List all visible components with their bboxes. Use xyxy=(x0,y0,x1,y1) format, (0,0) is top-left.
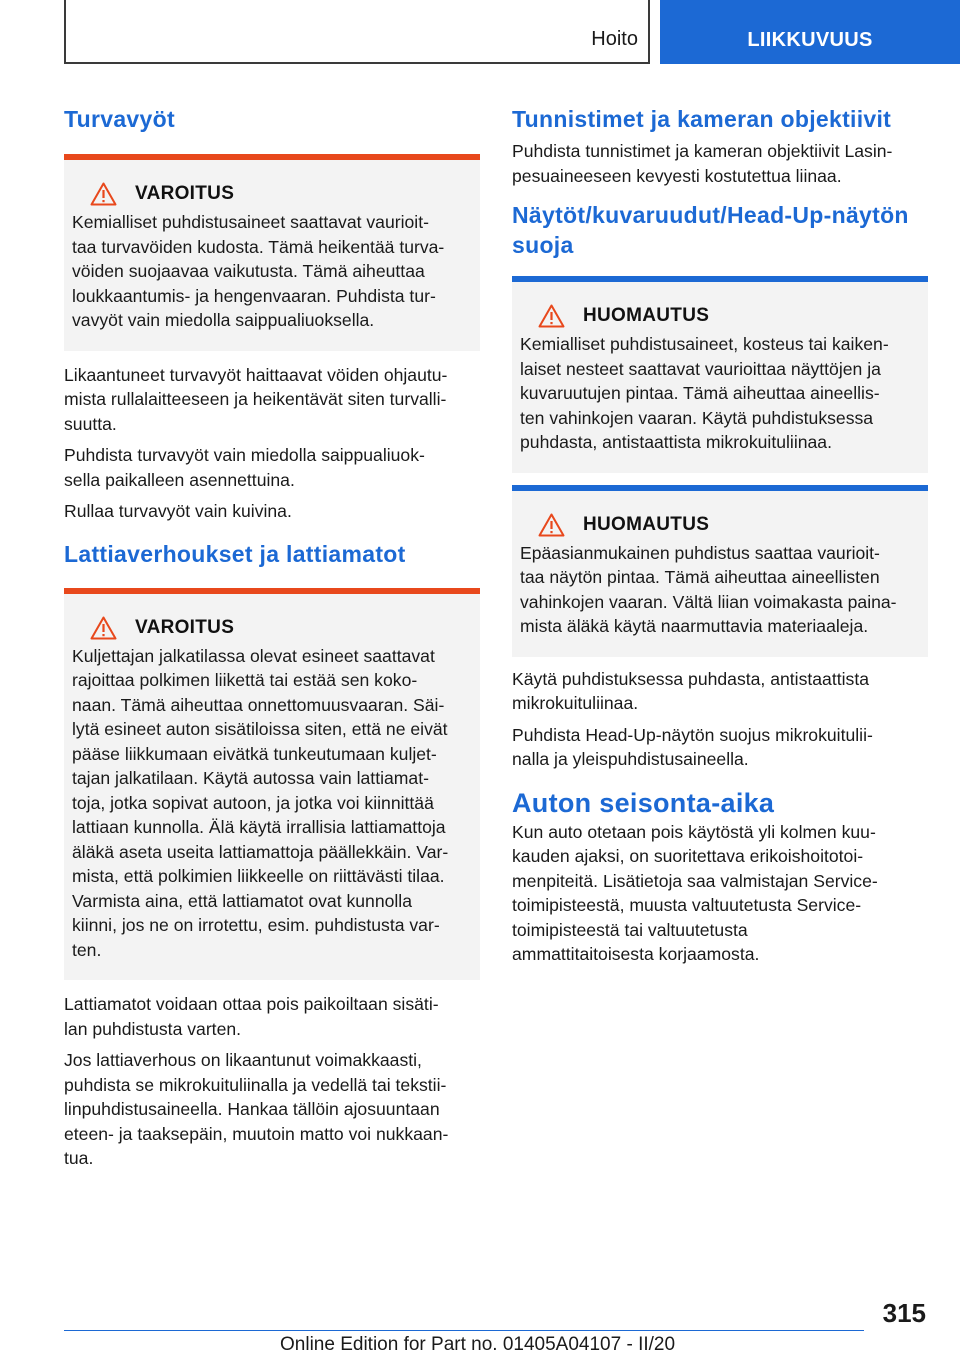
page-number: 315 xyxy=(882,1298,926,1328)
paragraph: Likaantuneet turvavyöt haittaavat vöiden ohjautu‐ mista rullalaitteeseen ja heikentävät siten turvalli‐ suutta. xyxy=(64,364,448,434)
left-column xyxy=(64,100,480,1171)
right-column xyxy=(512,100,928,967)
paragraph: Puhdista Head-Up-näytön suojus mikrokuitulii‐ nalla ja yleispuhdistusaineella. xyxy=(512,724,873,769)
paragraph: Kun auto otetaan pois käytöstä yli kolmen kuu‐ kauden ajaksi, on suoritettava erikoishoitotoi‐ menpiteitä. Lisätietoja saa valmistajan Service- toimipisteestä, muusta valtuutetusta Service- toimipisteestä tai valtuutetusta ammattitaitoisesta korjaamosta. xyxy=(512,821,878,964)
notice-text: Epäasianmukainen puhdistus saattaa vaurioit‐ taa näytön pintaa. Tämä aiheuttaa aineellisten vahinkojen vaaran. Vältä liian voimakasta paina‐ mista äläkä käytä naarmuttavia materiaaleja. xyxy=(520,542,897,636)
paragraph: Puhdista turvavyöt vain miedolla saippualiuok‐ sella paikalleen asennettuina. xyxy=(64,445,425,490)
header-frame xyxy=(64,0,650,64)
section-title: Hoito xyxy=(591,28,638,50)
notice-box-cleaning xyxy=(512,485,928,657)
paragraph: Käytä puhdistuksessa puhdasta, antistaattista mikrokuituliinaa. xyxy=(512,668,869,713)
notice-label: HUOMAUTUS xyxy=(583,305,710,326)
warning-triangle-icon xyxy=(90,616,117,640)
notice-box-screens xyxy=(512,276,928,473)
warning-text: Kuljettajan jalkatilassa olevat esineet saattavat rajoittaa polkimen liikettä tai estää sen koko‐ naan. Tämä aiheuttaa onnettomuusvaaran. Säi‐ lytä esineet auton sisätiloissa siten, että ne eivät pääse liikkumaan eivätkä tunkeutumaan kuljet‐ tajan jalkatilaan. Käytä autossa vain lattiamat‐ toja, jotka sopivat autoon, ja jotka voi kiinnittää lattiaan kunnolla. Älä käytä irrallisia lattiamattoja äläkä aseta useita lattiamattoja päällekkäin. Var‐ mista, että polkimien liikkeelle on riittävästi tilaa. Varmista aina, että lattiamatot ovat kunnolla kiinni, jos ne on irrotettu, esim. puhdistusta var‐ ten. xyxy=(72,645,449,960)
paragraph: Jos lattiaverhous on likaantunut voimakkaasti, puhdista se mikrokuituliinalla ja vedellä tai tekstii‐ linpuhdistusaineella. Hankaa tällöin ajosuuntaan eteen- ja taaksepäin, muutoin matto voi nukkaan‐ tua. xyxy=(64,1050,449,1168)
page-header xyxy=(64,0,960,66)
heading-tunnistimet: Tunnistimet ja kameran objektiivit xyxy=(512,106,892,132)
heading-lattia: Lattiaverhoukset ja lattiamatot xyxy=(64,540,406,567)
footer-divider xyxy=(64,1330,864,1331)
paragraph: Lattiamatot voidaan ottaa pois paikoiltaan sisäti‐ lan puhdistusta varten. xyxy=(64,994,439,1039)
edition-note: Online Edition for Part no. 01405A04107 - II/20 xyxy=(280,1334,676,1355)
warning-box-seatbelts xyxy=(64,154,480,351)
warning-label: VAROITUS xyxy=(135,183,235,204)
warning-label: VAROITUS xyxy=(135,616,235,638)
warning-box-floormats xyxy=(64,588,480,981)
warning-triangle-icon xyxy=(90,182,117,206)
paragraph: Puhdista tunnistimet ja kameran objektiivit Lasin‐ pesuaineeseen kevyesti kostutettua liinaa. xyxy=(512,141,893,186)
heading-naytot: Näytöt/kuvaruudut/Head-Up-näytön suoja xyxy=(512,202,909,258)
warning-triangle-icon xyxy=(538,304,565,328)
paragraph: Rullaa turvavyöt vain kuivina. xyxy=(64,501,292,521)
warning-text: Kemialliset puhdistusaineet saattavat vaurioit‐ taa turvavöiden kudosta. Tämä heikentää turva‐ vöiden suojaavaa vaikutusta. Tämä aiheuttaa loukkaantumis- ja hengenvaaran. Puhdista tur‐ vavyöt vain miedolla saippualiuoksella. xyxy=(72,212,445,330)
heading-turvavyot: Turvavyöt xyxy=(64,106,175,132)
notice-label: HUOMAUTUS xyxy=(583,513,710,535)
notice-text: Kemialliset puhdistusaineet, kosteus tai kaiken‐ laiset nesteet saattavat vaurioittaa näyttöjen ja kuvaruutujen pintaa. Tämä aiheuttaa aineellis‐ ten vahinkojen vaaran. Käytä puhdistuksessa puhdasta, antistaattista mikrokuituliinaa. xyxy=(520,334,889,452)
heading-seisonta: Auton seisonta-aika xyxy=(512,787,775,818)
chapter-tab: LIIKKUVUUS xyxy=(660,0,960,64)
warning-triangle-icon xyxy=(538,513,565,537)
